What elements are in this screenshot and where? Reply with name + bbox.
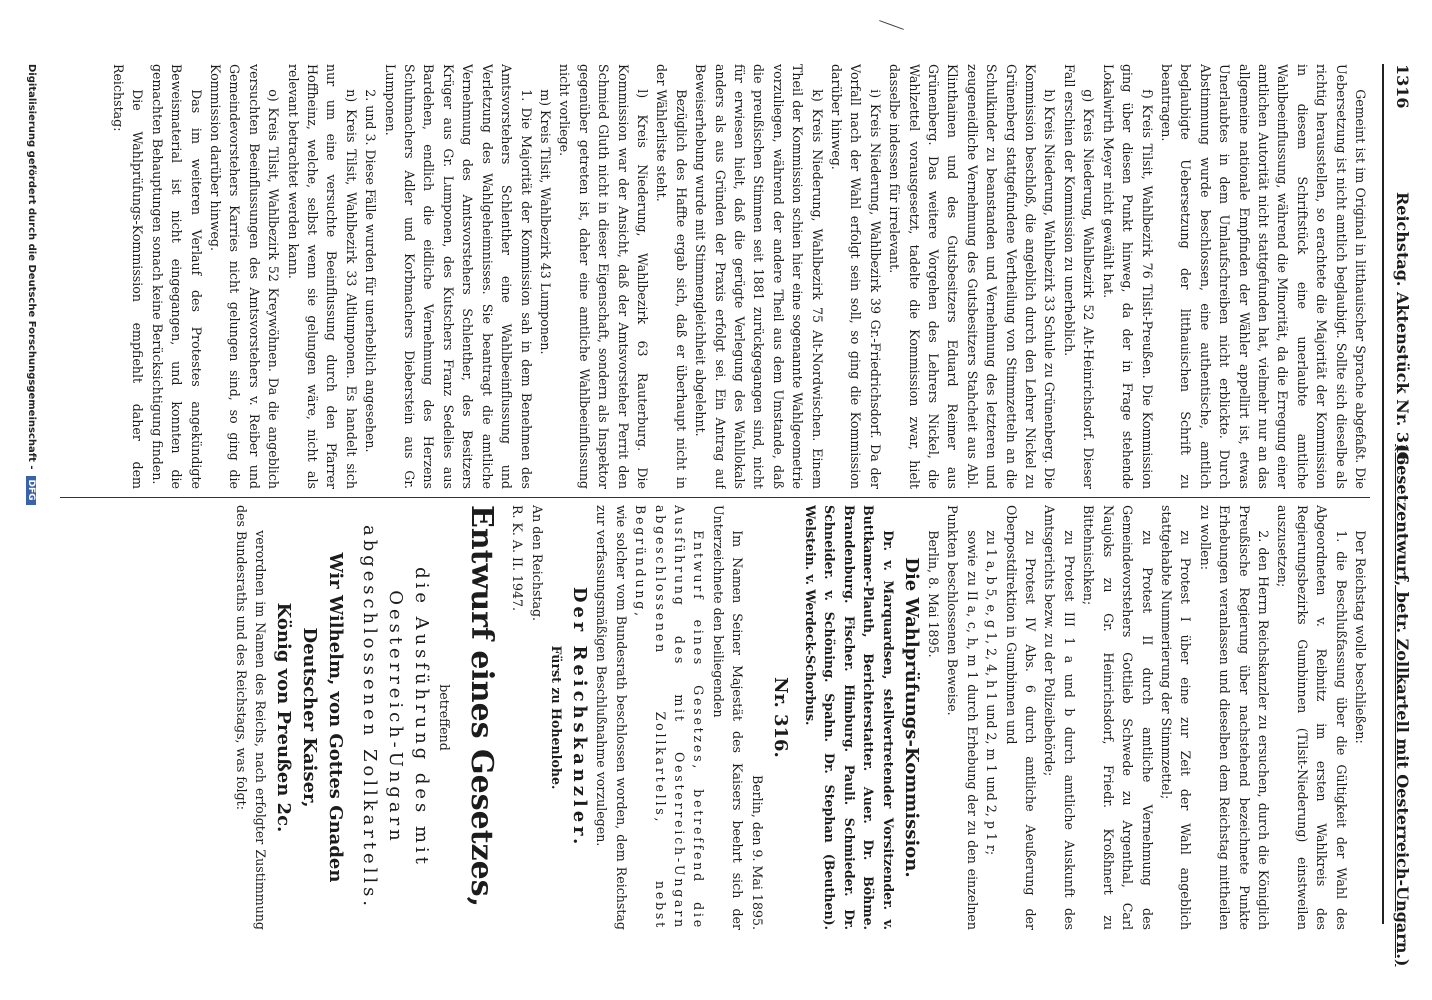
file-reference: R. K. A. II. 1947. bbox=[510, 505, 526, 612]
signatory-name: Fürst zu Hohenlohe. bbox=[548, 645, 564, 790]
resolution-item: zu Protest II durch amtliche Vernehmung des Gemeindevorstehers Gottlieb Schwede zu Argenthal, Carl Naujoks zu Gr. Heinrichsdorf, Friedr. Kroßhnert zu Bittehnischken; bbox=[1081, 505, 1155, 930]
paragraph: Bezüglich des Haffte ergab sich, daß er überhaupt nicht in der Wählerliste steht. bbox=[654, 64, 689, 489]
page-header bbox=[1382, 64, 1412, 967]
paragraph: g) Kreis Niederung, Wahlbezirk 52 Alt-Heinrichsdorf. Dieser Fall erschien der Kommission zu unerheblich. bbox=[1061, 64, 1097, 489]
paragraph: o) Kreis Tilsit, Wahlbezirk 52 Kreywöhnen. Da die angeblich versuchten Beeinflussungen des Amtsvorstehers v. Reiber und Gemeindevorstehers Karries nicht gelungen sind, so ging die Kommission darüber hinweg. bbox=[208, 64, 282, 489]
document-subject: Entwurf eines Gesetzes, betreffend die Ausführung des mit Oesterreich-Ungarn abgeschlossenen Zollkartells, nebst Begründung, bbox=[633, 505, 707, 930]
signatory-title: Der Reichskanzler. bbox=[568, 586, 590, 849]
paragraph: k) Kreis Niederung, Wahlbezirk 75 Alt-Nordwischen. Einem Theil der Kommission schien hier eine sogenannte Wahlgeometrie vorzuliegen, während der andere Theil aus dem Umstande, daß die preußischen Stimmen seit 1881 zurückgegangen sind, nicht für erwiesen hielt, daß die gerügte Verlegung des Wahllokals anders als aus Gründen der Praxis erfolgt sei. Ein Antrag auf Beweiserhebung wurde mit Stimmengleichheit abgelehnt. bbox=[693, 64, 825, 489]
page-number: 1316 bbox=[1393, 64, 1412, 109]
resolution-item: sowie zu II a, c, h, m 1 durch Erhebung der zu den einzelnen Punkten beschlossenen Beweise. bbox=[945, 505, 980, 930]
law-subject: die Ausführung des mit Oesterreich-Ungarn abgeschlossenen Zollkartells. bbox=[359, 525, 433, 910]
resolution-item: zu Protest IV Abs. 6 durch amtliche Aeußerung der Oberpostdirektion in Gumbinnen und bbox=[1003, 505, 1039, 930]
resolution-intro: Der Reichstag wolle beschließen: bbox=[1353, 530, 1368, 744]
addressee: An den Reichstag. bbox=[529, 505, 545, 622]
paragraph: i) Kreis Niederung, Wahlbezirk 39 Gr.-Friedrichsdorf. Da der Vorfall nach der Wahl erfolgt sein soll, so ging die Kommission darüber hinweg. bbox=[829, 64, 883, 489]
enactment-line-1: Wir Wilhelm, von Gottes Gnaden Deutscher Kaiser, bbox=[299, 552, 347, 883]
header-publication: Reichstag. bbox=[1393, 192, 1412, 287]
commission-members: Dr. v. Marquardsen, stellvertretender Vorsitzender. v. Buttkamer-Plauth, Berichterstatter. Auer. Dr. Böhme. Brandenburg. Fischer. Himburg. Pauli. Schmieder. Dr. Schneider. v. Schöning. Spahn. Dr. Stephan (Beuthen). Welstein. v. Werdeck-Schorbus. bbox=[803, 505, 896, 930]
report-date: Berlin, 8. Mai 1895. bbox=[926, 530, 942, 658]
digitization-credit bbox=[21, 64, 37, 934]
document-request: wie solcher vom Bundesrath beschlossen worden, dem Reichstag zur verfassungsmäßigen Beschlußnahme vorzulegen. bbox=[594, 505, 629, 930]
resolution-item: 1. die Beschlußfassung über die Gültigkeit der Wahl des Abgeordneten v. Reibnitz im ersten Wahlkreis des Regierungsbezirks Gumbinnen (Tilsit-Niederung) einstweilen auszusetzen; bbox=[1275, 505, 1349, 930]
paragraph: l) Kreis Niederung, Wahlbezirk 63 Rauterburg. Die Kommission war der Ansicht, daß der Amtsvorsteher Perrit den Schmied Gluth nicht in dieser Eigenschaft, sondern als Inspektor gegenüber getreten ist, daher eine amtliche Wahlbeeinflussung nicht vorliege. bbox=[557, 64, 650, 489]
header-rule bbox=[1382, 64, 1384, 924]
header-document-ref: Aktenstück Nr. 316. bbox=[1393, 292, 1412, 471]
enactment-line-2: König von Preußen 2c. bbox=[273, 602, 295, 833]
credit-text: Digitalisierung gefördert durch die Deutsche Forschungsgemeinschaft - bbox=[26, 64, 37, 470]
paragraph: 1. Die Majorität der Kommission sah in dem Benehmen des Amtsvorstehers Schlenther eine Wahlbeeinflussung und Verletzung des Wahlgeheimnisses. Sie beantragt die amtliche Vernehmung des Amtsvorstehers Schlenther, des Besitzers Krüger aus Gr. Lumponen, des Kutschers Franz Sedelies aus Bardehen, endlich die eidliche Vernehmung des Herzens Schuhmachers Adler und Korbmachers Dieberstein aus Gr. Lumponen. bbox=[382, 64, 534, 489]
header-reference bbox=[1393, 192, 1412, 471]
dfg-logo-icon: DFG bbox=[26, 476, 36, 505]
document-number: Nr. 316. bbox=[769, 677, 791, 758]
paragraph: h) Kreis Niederung, Wahlbezirk 33 Schule zu Grünenberg. Die Kommission beschloß, die angeblich durch den Lehrer Nickel zu Grünenberg stattgefundene Vertheilung von Stimmzetteln an die Schulkinder zu beanstanden und Vernehmung des letzteren und zeugeneidliche Vernehmung des Gutsbesitzers Stahcheit aus Abl. Klinthainen und des Gutsbesitzers Eduard Reimer aus Grünenberg. Das weitere Vorgehen des Lehrers Nickel, die Wahlzettel vorausgesetzt, tadelte die Kommission zwar, hielt dasselbe indessen für irrelevant. bbox=[887, 64, 1058, 489]
paragraph: m) Kreis Tilsit, Wahlbezirk 43 Lumponen. bbox=[537, 89, 553, 355]
resolution-item: zu Protest III 1 a und b durch amtliche Auskunft des Amtsgerichts bezw. zu der Polizeibehörde; bbox=[1042, 505, 1077, 930]
paragraph: Die Wahlprüfungs-Kommission empfiehlt daher dem Reichstag: bbox=[111, 64, 146, 489]
document-date: Berlin, den 9. Mai 1895. bbox=[749, 774, 765, 930]
enactment-line-3: verordnen im Namen des Reichs, nach erfolgter Zustimmung des Bundesraths und des Reichstags, was folgt: bbox=[233, 505, 269, 930]
commission-title: Die Wahlprüfungs-Kommission. bbox=[900, 557, 922, 878]
law-betreffend: betreffend bbox=[436, 684, 452, 751]
law-title: Entwurf eines Gesetzes, bbox=[463, 505, 499, 908]
paragraph: f) Kreis Tilsit, Wahlbezirk 76 Tilsit-Preußen. Die Kommission ging über diesen Punkt hinweg, da der in Frage stehende Lokalwirth Meyer nicht gewählt hat. bbox=[1100, 64, 1155, 489]
header-title: (Gesetzentwurf, betr. Zollkartell mit Oesterreich-Ungarn.) bbox=[1393, 444, 1412, 967]
resolution-item: zu Protest I über eine zur Zeit der Wahl angeblich stattgehabte Nummerierung der Stimmzettel; bbox=[1158, 505, 1194, 930]
left-column bbox=[60, 64, 1370, 489]
paragraph: Gemeint ist im Original in litthauischer Sprache abgefaßt. Die Uebersetzung ist nicht amtlich beglaubigt. Sollte sich dieselbe als richtig herausstellen, so erachtete die Majorität der Kommission in diesem Schriftstück eine unerlaubte amtliche Wahlbeeinflussung, während die Minorität, da die Erregung einer amtlichen Autorität nicht stattgefunden hat, vielmehr nur an das allgemeine nationale Empfinden der Wähler appellirt ist, etwas Unerlaubtes in dem Umlaufschreiben nicht erblickte. Durch Abstimmung wurde beschlossen, eine authentische, amtlich beglaubigte Uebersetzung der litthauischen Schrift zu beantragen. bbox=[1158, 64, 1368, 489]
document-intro: Im Namen Seiner Majestät des Kaisers beehrt sich der Unterzeichnete den beiliegenden bbox=[710, 505, 746, 930]
paragraph: n) Kreis Tilsit, Wahlbezirk 33 Altlumponen. Es handelt sich nur um eine versuchte Beeinflussung durch den Pfarrer Hoffheinz, welche, selbst wenn sie gelungen wäre, nicht als relevant betrachtet werden kann. bbox=[285, 64, 359, 489]
spacer bbox=[348, 505, 356, 930]
scan-mark bbox=[879, 20, 904, 30]
resolution-item: zu 1 a, b 5, e, g 1, 2, 4, h 1 und 2, m 1 und 2, p 1 r; bbox=[984, 530, 1000, 856]
right-column bbox=[60, 505, 1370, 930]
resolution-item: 2. den Herrn Reichskanzler zu ersuchen, durch die Königlich Preußische Regierung über nachstehend bezeichnete Punkte Erhebungen veranlassen und dieselben dem Reichstag mittheilen zu wollen: bbox=[1197, 505, 1271, 930]
spacer bbox=[793, 505, 801, 930]
column-divider bbox=[60, 497, 1370, 498]
paragraph: Das im weiteren Verlauf des Protestes angekündigte Beweismaterial ist nicht eingegangen, und konnten die gemachten Behauptungen sonach keine Berücksichtigung finden. bbox=[149, 64, 204, 489]
paragraph: 2. und 3. Diese Fälle wurden für unerheblich angesehen. bbox=[363, 89, 379, 453]
